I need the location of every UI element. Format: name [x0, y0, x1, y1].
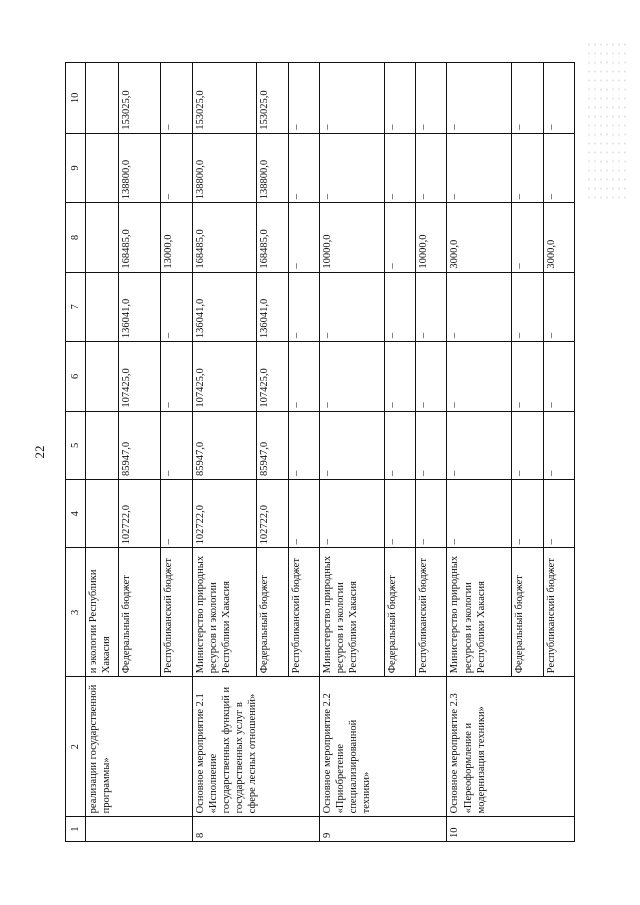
amount-cell: 85947,0 [257, 411, 288, 479]
header-cell: 7 [66, 272, 86, 341]
row-number: 10 [447, 817, 575, 842]
amount-cell: – [384, 272, 415, 341]
amount-cell: – [161, 342, 192, 411]
amount-cell: 10000,0 [416, 203, 447, 272]
amount-cell: – [543, 133, 574, 202]
amount-cell: – [161, 133, 192, 202]
amount-cell: – [416, 133, 447, 202]
funding-source: Федеральный бюджет [118, 548, 160, 677]
header-row [66, 63, 86, 842]
amount-cell: 85947,0 [118, 411, 160, 479]
amount-cell: – [543, 411, 574, 479]
amount-cell: 107425,0 [192, 342, 257, 411]
amount-cell: – [447, 342, 512, 411]
amount-cell [86, 342, 119, 411]
amount-cell: 138800,0 [118, 133, 160, 202]
amount-cell: 138800,0 [257, 133, 288, 202]
amount-cell: – [384, 411, 415, 479]
amount-cell: 102722,0 [118, 480, 160, 548]
table-body [66, 63, 575, 842]
rotated-page [65, 62, 575, 842]
table-row [447, 63, 512, 842]
amount-cell: – [416, 63, 447, 134]
amount-cell: – [288, 342, 319, 411]
amount-cell: 168485,0 [192, 203, 257, 272]
amount-cell: – [320, 63, 385, 134]
amount-cell: – [320, 133, 385, 202]
amount-cell: – [320, 480, 385, 548]
amount-cell: – [512, 133, 543, 202]
amount-cell: – [416, 272, 447, 341]
amount-cell: 102722,0 [257, 480, 288, 548]
funding-source: Министерство природных ресурсов и экологии Республики Хакасия [320, 548, 385, 677]
header-cell: 9 [66, 133, 86, 202]
amount-cell: – [288, 411, 319, 479]
scan-noise [586, 40, 626, 200]
header-cell: 5 [66, 411, 86, 479]
amount-cell [86, 272, 119, 341]
amount-cell: – [384, 342, 415, 411]
amount-cell: – [384, 133, 415, 202]
amount-cell: – [161, 272, 192, 341]
amount-cell: 107425,0 [118, 342, 160, 411]
amount-cell: – [288, 480, 319, 548]
amount-cell: – [447, 63, 512, 134]
amount-cell: – [320, 342, 385, 411]
funding-source: Республиканский бюджет [161, 548, 192, 677]
amount-cell: – [447, 480, 512, 548]
amount-cell: – [288, 272, 319, 341]
amount-cell: – [512, 272, 543, 341]
amount-cell: – [416, 411, 447, 479]
header-cell: 8 [66, 203, 86, 272]
table-row [192, 63, 257, 842]
amount-cell: 3000,0 [543, 203, 574, 272]
amount-cell: 3000,0 [447, 203, 512, 272]
amount-cell: 136041,0 [118, 272, 160, 341]
amount-cell: – [512, 342, 543, 411]
amount-cell: – [416, 342, 447, 411]
header-cell: 2 [66, 677, 86, 817]
amount-cell: 107425,0 [257, 342, 288, 411]
budget-table [65, 62, 575, 842]
amount-cell [86, 63, 119, 134]
amount-cell: – [543, 272, 574, 341]
funding-source: Республиканский бюджет [416, 548, 447, 677]
funding-source: Федеральный бюджет [257, 548, 288, 677]
amount-cell: – [512, 63, 543, 134]
amount-cell [86, 411, 119, 479]
amount-cell: – [384, 203, 415, 272]
amount-cell: – [288, 63, 319, 134]
amount-cell: 136041,0 [257, 272, 288, 341]
table-row [320, 63, 385, 842]
measure-name: Основное мероприятие 2.1 «Исполнение государственных функций и государственных услуг в сфере лесных отношений» [192, 677, 319, 817]
amount-cell: – [512, 480, 543, 548]
amount-cell: 153025,0 [257, 63, 288, 134]
amount-cell: – [512, 203, 543, 272]
table-row [86, 63, 119, 842]
amount-cell [86, 133, 119, 202]
header-cell: 1 [66, 817, 86, 842]
funding-source: Федеральный бюджет [512, 548, 543, 677]
measure-name: Основное мероприятие 2.3 «Переоформление и модернизация техники» [447, 677, 575, 817]
amount-cell: 102722,0 [192, 480, 257, 548]
header-cell: 3 [66, 548, 86, 677]
amount-cell [86, 203, 119, 272]
amount-cell: 138800,0 [192, 133, 257, 202]
amount-cell: – [161, 480, 192, 548]
amount-cell: – [384, 480, 415, 548]
amount-cell: – [288, 133, 319, 202]
amount-cell: – [320, 272, 385, 341]
amount-cell: 13000,0 [161, 203, 192, 272]
row-number: 9 [320, 817, 447, 842]
page-number: 22 [32, 445, 47, 459]
funding-source: Республиканский бюджет [288, 548, 319, 677]
amount-cell: – [288, 203, 319, 272]
funding-source: и экологии Республики Хакасия [86, 548, 119, 677]
amount-cell: – [320, 411, 385, 479]
amount-cell: – [447, 133, 512, 202]
amount-cell: 136041,0 [192, 272, 257, 341]
amount-cell: 168485,0 [118, 203, 160, 272]
amount-cell: – [447, 272, 512, 341]
funding-source: Республиканский бюджет [543, 548, 574, 677]
funding-source: Федеральный бюджет [384, 548, 415, 677]
amount-cell: – [512, 411, 543, 479]
funding-source: Министерство природных ресурсов и экологии Республики Хакасия [447, 548, 512, 677]
amount-cell: 85947,0 [192, 411, 257, 479]
amount-cell: – [543, 342, 574, 411]
amount-cell: – [161, 411, 192, 479]
header-cell: 4 [66, 480, 86, 548]
funding-source: Министерство природных ресурсов и экологии Республики Хакасия [192, 548, 257, 677]
measure-name: реализации государственной программы» [86, 677, 192, 817]
amount-cell: – [416, 480, 447, 548]
amount-cell: 168485,0 [257, 203, 288, 272]
amount-cell [86, 480, 119, 548]
amount-cell: – [384, 63, 415, 134]
header-cell: 10 [66, 63, 86, 134]
header-cell: 6 [66, 342, 86, 411]
row-number [86, 817, 192, 842]
amount-cell: 153025,0 [192, 63, 257, 134]
amount-cell: 10000,0 [320, 203, 385, 272]
amount-cell: – [543, 63, 574, 134]
amount-cell: 153025,0 [118, 63, 160, 134]
amount-cell: – [543, 480, 574, 548]
row-number: 8 [192, 817, 319, 842]
measure-name: Основное мероприятие 2.2 «Приобретение специализированной техники» [320, 677, 447, 817]
amount-cell: – [161, 63, 192, 134]
amount-cell: – [447, 411, 512, 479]
